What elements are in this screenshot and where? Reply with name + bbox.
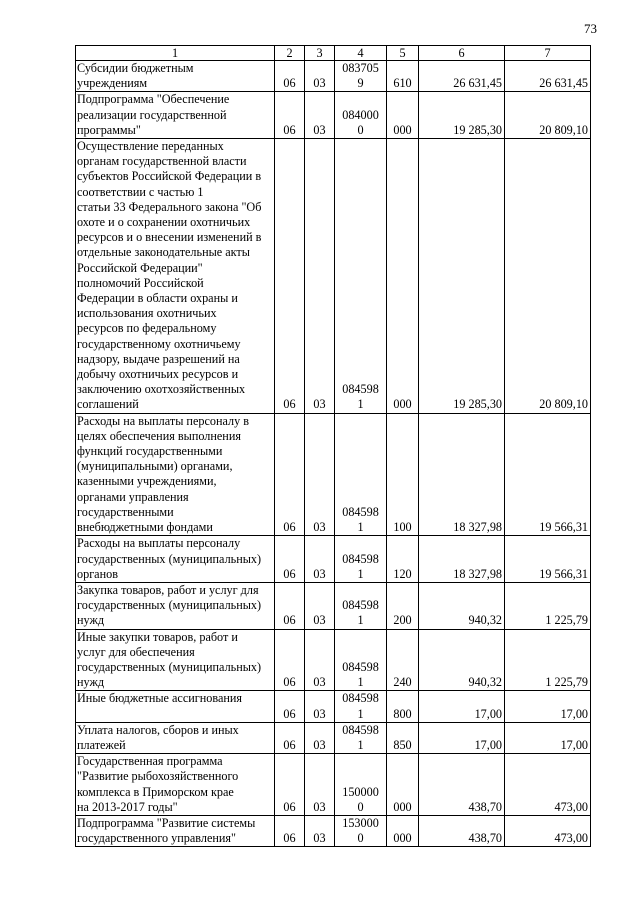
section-code: 06 [275, 722, 305, 753]
row-name: Субсидии бюджетным учреждениям [76, 61, 275, 92]
section-code: 06 [275, 536, 305, 583]
subsection-code: 03 [305, 413, 335, 536]
row-name: Расходы на выплаты персоналу государственных (муниципальных) органов [76, 536, 275, 583]
table-row [76, 582, 591, 629]
expense-type-code: 850 [387, 722, 419, 753]
budget-table [75, 45, 591, 847]
amount-col7: 473,00 [505, 754, 591, 816]
target-article-code: 084598 1 [335, 582, 387, 629]
target-article-code: 084598 1 [335, 629, 387, 691]
subsection-code: 03 [305, 536, 335, 583]
section-code: 06 [275, 754, 305, 816]
target-article-code: 084598 1 [335, 536, 387, 583]
subsection-code: 03 [305, 61, 335, 92]
column-header: 5 [387, 46, 419, 61]
amount-col6: 26 631,45 [419, 61, 505, 92]
expense-type-code: 240 [387, 629, 419, 691]
amount-col7: 1 225,79 [505, 629, 591, 691]
target-article-code: 084598 1 [335, 722, 387, 753]
amount-col7: 20 809,10 [505, 139, 591, 414]
expense-type-code: 800 [387, 691, 419, 722]
section-code: 06 [275, 92, 305, 139]
amount-col7: 19 566,31 [505, 413, 591, 536]
target-article-code: 153000 0 [335, 815, 387, 846]
target-article-code: 084598 1 [335, 413, 387, 536]
expense-type-code: 610 [387, 61, 419, 92]
amount-col7: 1 225,79 [505, 582, 591, 629]
section-code: 06 [275, 691, 305, 722]
expense-type-code: 000 [387, 754, 419, 816]
row-name: Осуществление переданных органам государственной власти субъектов Российской Федерации в соответствии с частью 1 статьи 33 Федерального закона "Об охоте и о сохранении охотничьих ресурсов и о внесении изменений в отдельные законодательные акты Российской Федерации" полномочий Российской Федерации в области охраны и использования охотничьих ресурсов по федеральному государственному охотничьему надзору, выдаче разрешений на добычу охотничьих ресурсов и заключению охотхозяйственных соглашений [76, 139, 275, 414]
row-name: Иные бюджетные ассигнования [76, 691, 275, 722]
amount-col7: 17,00 [505, 722, 591, 753]
table-row [76, 815, 591, 846]
subsection-code: 03 [305, 139, 335, 414]
target-article-code: 083705 9 [335, 61, 387, 92]
section-code: 06 [275, 139, 305, 414]
table-row [76, 722, 591, 753]
table-row [76, 536, 591, 583]
row-name: Расходы на выплаты персоналу в целях обеспечения выполнения функций государственными (муниципальными) органами, казенными учреждениями, органами управления государственными внебюджетными фондами [76, 413, 275, 536]
table-row [76, 92, 591, 139]
amount-col6: 940,32 [419, 629, 505, 691]
expense-type-code: 000 [387, 815, 419, 846]
amount-col7: 19 566,31 [505, 536, 591, 583]
amount-col7: 473,00 [505, 815, 591, 846]
subsection-code: 03 [305, 92, 335, 139]
expense-type-code: 120 [387, 536, 419, 583]
section-code: 06 [275, 629, 305, 691]
table-row [76, 629, 591, 691]
amount-col6: 17,00 [419, 691, 505, 722]
column-header: 6 [419, 46, 505, 61]
target-article-code: 084598 1 [335, 139, 387, 414]
column-header: 1 [76, 46, 275, 61]
target-article-code: 150000 0 [335, 754, 387, 816]
target-article-code: 084000 0 [335, 92, 387, 139]
row-name: Уплата налогов, сборов и иных платежей [76, 722, 275, 753]
subsection-code: 03 [305, 722, 335, 753]
amount-col6: 17,00 [419, 722, 505, 753]
section-code: 06 [275, 582, 305, 629]
table-header-row [76, 46, 591, 61]
row-name: Государственная программа "Развитие рыбохозяйственного комплекса в Приморском крае на 2013-2017 годы" [76, 754, 275, 816]
table-row [76, 413, 591, 536]
target-article-code: 084598 1 [335, 691, 387, 722]
amount-col6: 438,70 [419, 754, 505, 816]
amount-col7: 20 809,10 [505, 92, 591, 139]
row-name: Подпрограмма "Обеспечение реализации государственной программы" [76, 92, 275, 139]
subsection-code: 03 [305, 629, 335, 691]
column-header: 4 [335, 46, 387, 61]
section-code: 06 [275, 413, 305, 536]
amount-col6: 438,70 [419, 815, 505, 846]
table-row [76, 61, 591, 92]
amount-col7: 26 631,45 [505, 61, 591, 92]
column-header: 7 [505, 46, 591, 61]
column-header: 2 [275, 46, 305, 61]
amount-col6: 19 285,30 [419, 92, 505, 139]
amount-col6: 19 285,30 [419, 139, 505, 414]
amount-col7: 17,00 [505, 691, 591, 722]
section-code: 06 [275, 815, 305, 846]
table-row [76, 691, 591, 722]
amount-col6: 940,32 [419, 582, 505, 629]
subsection-code: 03 [305, 754, 335, 816]
table-row [76, 139, 591, 414]
page-number: 73 [584, 21, 597, 36]
row-name: Подпрограмма "Развитие системы государственного управления" [76, 815, 275, 846]
row-name: Закупка товаров, работ и услуг для государственных (муниципальных) нужд [76, 582, 275, 629]
expense-type-code: 000 [387, 139, 419, 414]
column-header: 3 [305, 46, 335, 61]
row-name: Иные закупки товаров, работ и услуг для обеспечения государственных (муниципальных) нужд [76, 629, 275, 691]
section-code: 06 [275, 61, 305, 92]
amount-col6: 18 327,98 [419, 536, 505, 583]
expense-type-code: 100 [387, 413, 419, 536]
amount-col6: 18 327,98 [419, 413, 505, 536]
table-row [76, 754, 591, 816]
subsection-code: 03 [305, 815, 335, 846]
subsection-code: 03 [305, 582, 335, 629]
expense-type-code: 000 [387, 92, 419, 139]
subsection-code: 03 [305, 691, 335, 722]
expense-type-code: 200 [387, 582, 419, 629]
